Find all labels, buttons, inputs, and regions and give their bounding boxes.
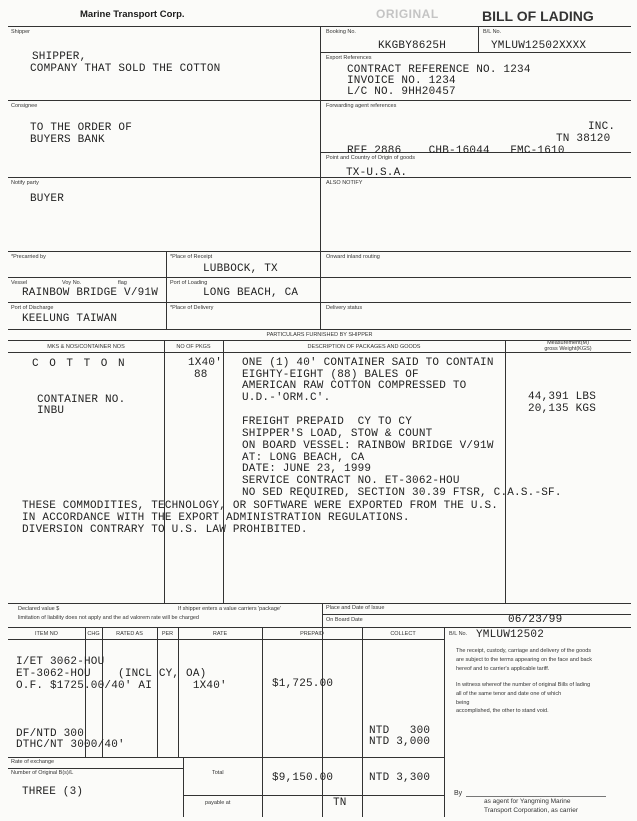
charge-line3: O.F. $1725.00/40' AI 1X40': [16, 680, 227, 692]
freight-line4: AT: LONG BEACH, CA: [242, 452, 365, 464]
place-of-receipt-label: *Place of Receipt: [170, 254, 213, 260]
collect-line2: NTD 3,000: [369, 736, 431, 748]
voy-no-label: Voy No.: [62, 280, 82, 286]
precarried-by-label: *Precarried by: [11, 254, 46, 260]
charge-line2: ET-3062-HOU (INCL CY, OA): [16, 668, 207, 680]
consignee-line2: BUYERS BANK: [30, 134, 105, 146]
port-of-loading-label: Port of Loading: [170, 280, 208, 286]
payable-at-label: payable at: [205, 800, 231, 806]
measurement-header-line2: gross Weight(KGS): [544, 346, 592, 352]
pkgs-column-header: NO OF PKGS: [176, 344, 211, 350]
terms-line4: In witness whereof the number of original Bills of lading: [456, 682, 591, 688]
rate-of-exchange-label: Rate of exchange: [11, 759, 55, 765]
flag-label: flag: [118, 280, 127, 286]
consignee-line1: TO THE ORDER OF: [30, 122, 133, 134]
port-of-discharge-label: Port of Discharge: [11, 305, 54, 311]
consignee-label: Consignee: [11, 103, 38, 109]
rated-as-header: RATED AS: [116, 631, 143, 637]
total-label: Total: [212, 770, 224, 776]
prepaid-ocean-freight: $1,725.00: [272, 678, 334, 690]
issue-date-value: 06/23/99: [508, 614, 563, 626]
terms-line2: are subject to the terms appearing on the face and back: [456, 657, 593, 663]
export-ref-line3: L/C NO. 9HH20457: [347, 86, 456, 98]
marks-container-id: INBU: [37, 405, 65, 417]
item-no-header: ITEM NO: [35, 631, 58, 637]
shipper-label: Shipper: [11, 29, 30, 35]
particulars-heading: PARTICULARS FURNISHED BY SHIPPER: [266, 332, 373, 338]
bl-no-label: B/L No.: [483, 29, 502, 35]
charge-line1: I/ET 3062-HOU: [16, 656, 105, 668]
freight-line3: ON BOARD VESSEL: RAINBOW BRIDGE V/91W: [242, 440, 494, 452]
delivery-status-label: Delivery status: [326, 305, 363, 311]
forwarding-agent-label: Forwarding agent references: [326, 103, 397, 109]
export-ref-line1: CONTRACT REFERENCE NO. 1234: [347, 64, 531, 76]
number-original-label: Number of Original B(s)/L: [11, 770, 74, 776]
export-clause-line2: IN ACCORDANCE WITH THE EXPORT ADMINISTRATION REGULATIONS.: [22, 512, 410, 524]
freight-line7: NO SED REQUIRED, SECTION 30.39 FTSR, C.A.S.-SF.: [242, 487, 562, 499]
terms-line1: The receipt, custody, carriage and delivery of the goods: [456, 648, 592, 654]
rate-header: RATE: [212, 631, 228, 637]
notify-party-value: BUYER: [30, 193, 65, 205]
marks-container-no: CONTAINER NO.: [37, 394, 126, 406]
description-line2: EIGHTY-EIGHT (88) BALES OF: [242, 369, 419, 381]
weight-kgs: 20,135 KGS: [528, 403, 597, 415]
redaction-box: [345, 118, 535, 138]
marks-column-header: MKS & NOS/CONTAINER NOS: [47, 344, 125, 350]
chg-header: CHG: [87, 631, 100, 637]
pkgs-container: 1X40': [188, 357, 223, 369]
port-of-loading-value: LONG BEACH, CA: [203, 287, 299, 299]
collect-header: COLLECT: [390, 631, 416, 637]
booking-no-label: Booking No.: [326, 29, 356, 35]
notify-party-label: Notify party: [11, 180, 39, 186]
bl-no-small-label: B/L No.: [449, 631, 468, 637]
onward-routing-label: Onward inland routing: [326, 254, 380, 260]
place-date-issue-label: Place and Date of Issue: [326, 605, 385, 611]
shipper-line2: COMPANY THAT SOLD THE COTTON: [30, 63, 221, 75]
pkgs-bales: 88: [194, 369, 208, 381]
freight-line1: FREIGHT PREPAID CY TO CY: [242, 416, 413, 428]
export-ref-line2: INVOICE NO. 1234: [347, 75, 456, 87]
vessel-value: RAINBOW BRIDGE V/91W: [22, 287, 159, 299]
terms-line6: being: [456, 700, 470, 706]
payable-at-tn: TN: [333, 797, 347, 809]
freight-line5: DATE: JUNE 23, 1999: [242, 463, 372, 475]
forwarding-tn: TN 38120: [556, 133, 611, 145]
limitation-text: limitation of liability does not apply and the ad valorem rate will be charged: [18, 615, 199, 621]
terms-line5: all of the same tenor and date one of which: [456, 691, 562, 697]
shipper-line1: SHIPPER,: [32, 51, 87, 63]
total-prepaid-value: $9,150.00: [272, 772, 334, 784]
agent-line2: Transport Corporation, as carrier: [484, 807, 579, 814]
description-column-header: DESCRIPTION OF PACKAGES AND GOODS: [307, 344, 421, 350]
weight-lbs: 44,391 LBS: [528, 391, 597, 403]
export-clause-line3: DIVERSION CONTRARY TO U.S. LAW PROHIBITED.: [22, 524, 308, 536]
freight-line6: SERVICE CONTRACT NO. ET-3062-HOU: [242, 475, 460, 487]
vessel-label: Vessel: [11, 280, 28, 286]
description-line3: AMERICAN RAW COTTON COMPRESSED TO: [242, 380, 467, 392]
total-collect-value: NTD 3,300: [369, 772, 431, 784]
also-notify-label: ALSO NOTIFY: [326, 180, 363, 186]
on-board-date-label: On Board Date: [326, 617, 363, 623]
if-shipper-text: If shipper enters a value carriers 'package': [178, 606, 281, 612]
forwarding-inc: INC.: [588, 121, 616, 133]
booking-no-value: KKGBY8625H: [378, 40, 447, 52]
document-title: BILL OF LADING: [482, 8, 594, 24]
port-of-discharge-value: KEELUNG TAIWAN: [22, 313, 118, 325]
bl-no-small-value: YMLUW12502: [476, 629, 545, 641]
origin-value: TX-U.S.A.: [346, 167, 408, 179]
terms-line7: accomplished, the other to stand void.: [456, 708, 549, 714]
collect-line1: NTD 300: [369, 725, 431, 737]
agent-line1: as agent for Yangming Marine: [484, 798, 571, 805]
forwarding-ref: REF 2886 CHB-16044 FMC-1610: [347, 145, 565, 157]
terms-line3: hereof and to carrier's applicable tariff.: [456, 666, 550, 672]
company-name: Marine Transport Corp.: [80, 9, 185, 20]
description-line1: ONE (1) 40' CONTAINER SAID TO CONTAIN: [242, 357, 494, 369]
description-line4: U.D.-'ORM.C'.: [242, 392, 331, 404]
charge-line4: DF/NTD 300: [16, 728, 85, 740]
point-origin-label: Point and Country of Origin of goods: [326, 155, 415, 161]
number-original-value: THREE (3): [22, 786, 84, 798]
declared-value-label: Declared value $: [18, 606, 60, 612]
original-stamp: ORIGINAL: [376, 7, 439, 21]
per-header: PER: [161, 631, 174, 637]
by-label: By: [454, 790, 463, 797]
freight-line2: SHIPPER'S LOAD, STOW & COUNT: [242, 428, 433, 440]
export-clause-line1: THESE COMMODITIES, TECHNOLOGY, OR SOFTWARE WERE EXPORTED FROM THE U.S.: [22, 500, 499, 512]
marks-cotton: C O T T O N: [32, 358, 127, 370]
place-of-receipt-value: LUBBOCK, TX: [203, 263, 278, 275]
place-of-delivery-label: *Place of Delivery: [170, 305, 214, 311]
measurement-header-line1: Measurement(M): [547, 340, 589, 346]
charge-line5: DTHC/NT 3000/40': [16, 739, 125, 751]
prepaid-header: PREPAID: [300, 631, 324, 637]
export-references-label: Export References: [326, 55, 372, 61]
bl-no-value: YMLUW12502XXXX: [491, 40, 587, 52]
